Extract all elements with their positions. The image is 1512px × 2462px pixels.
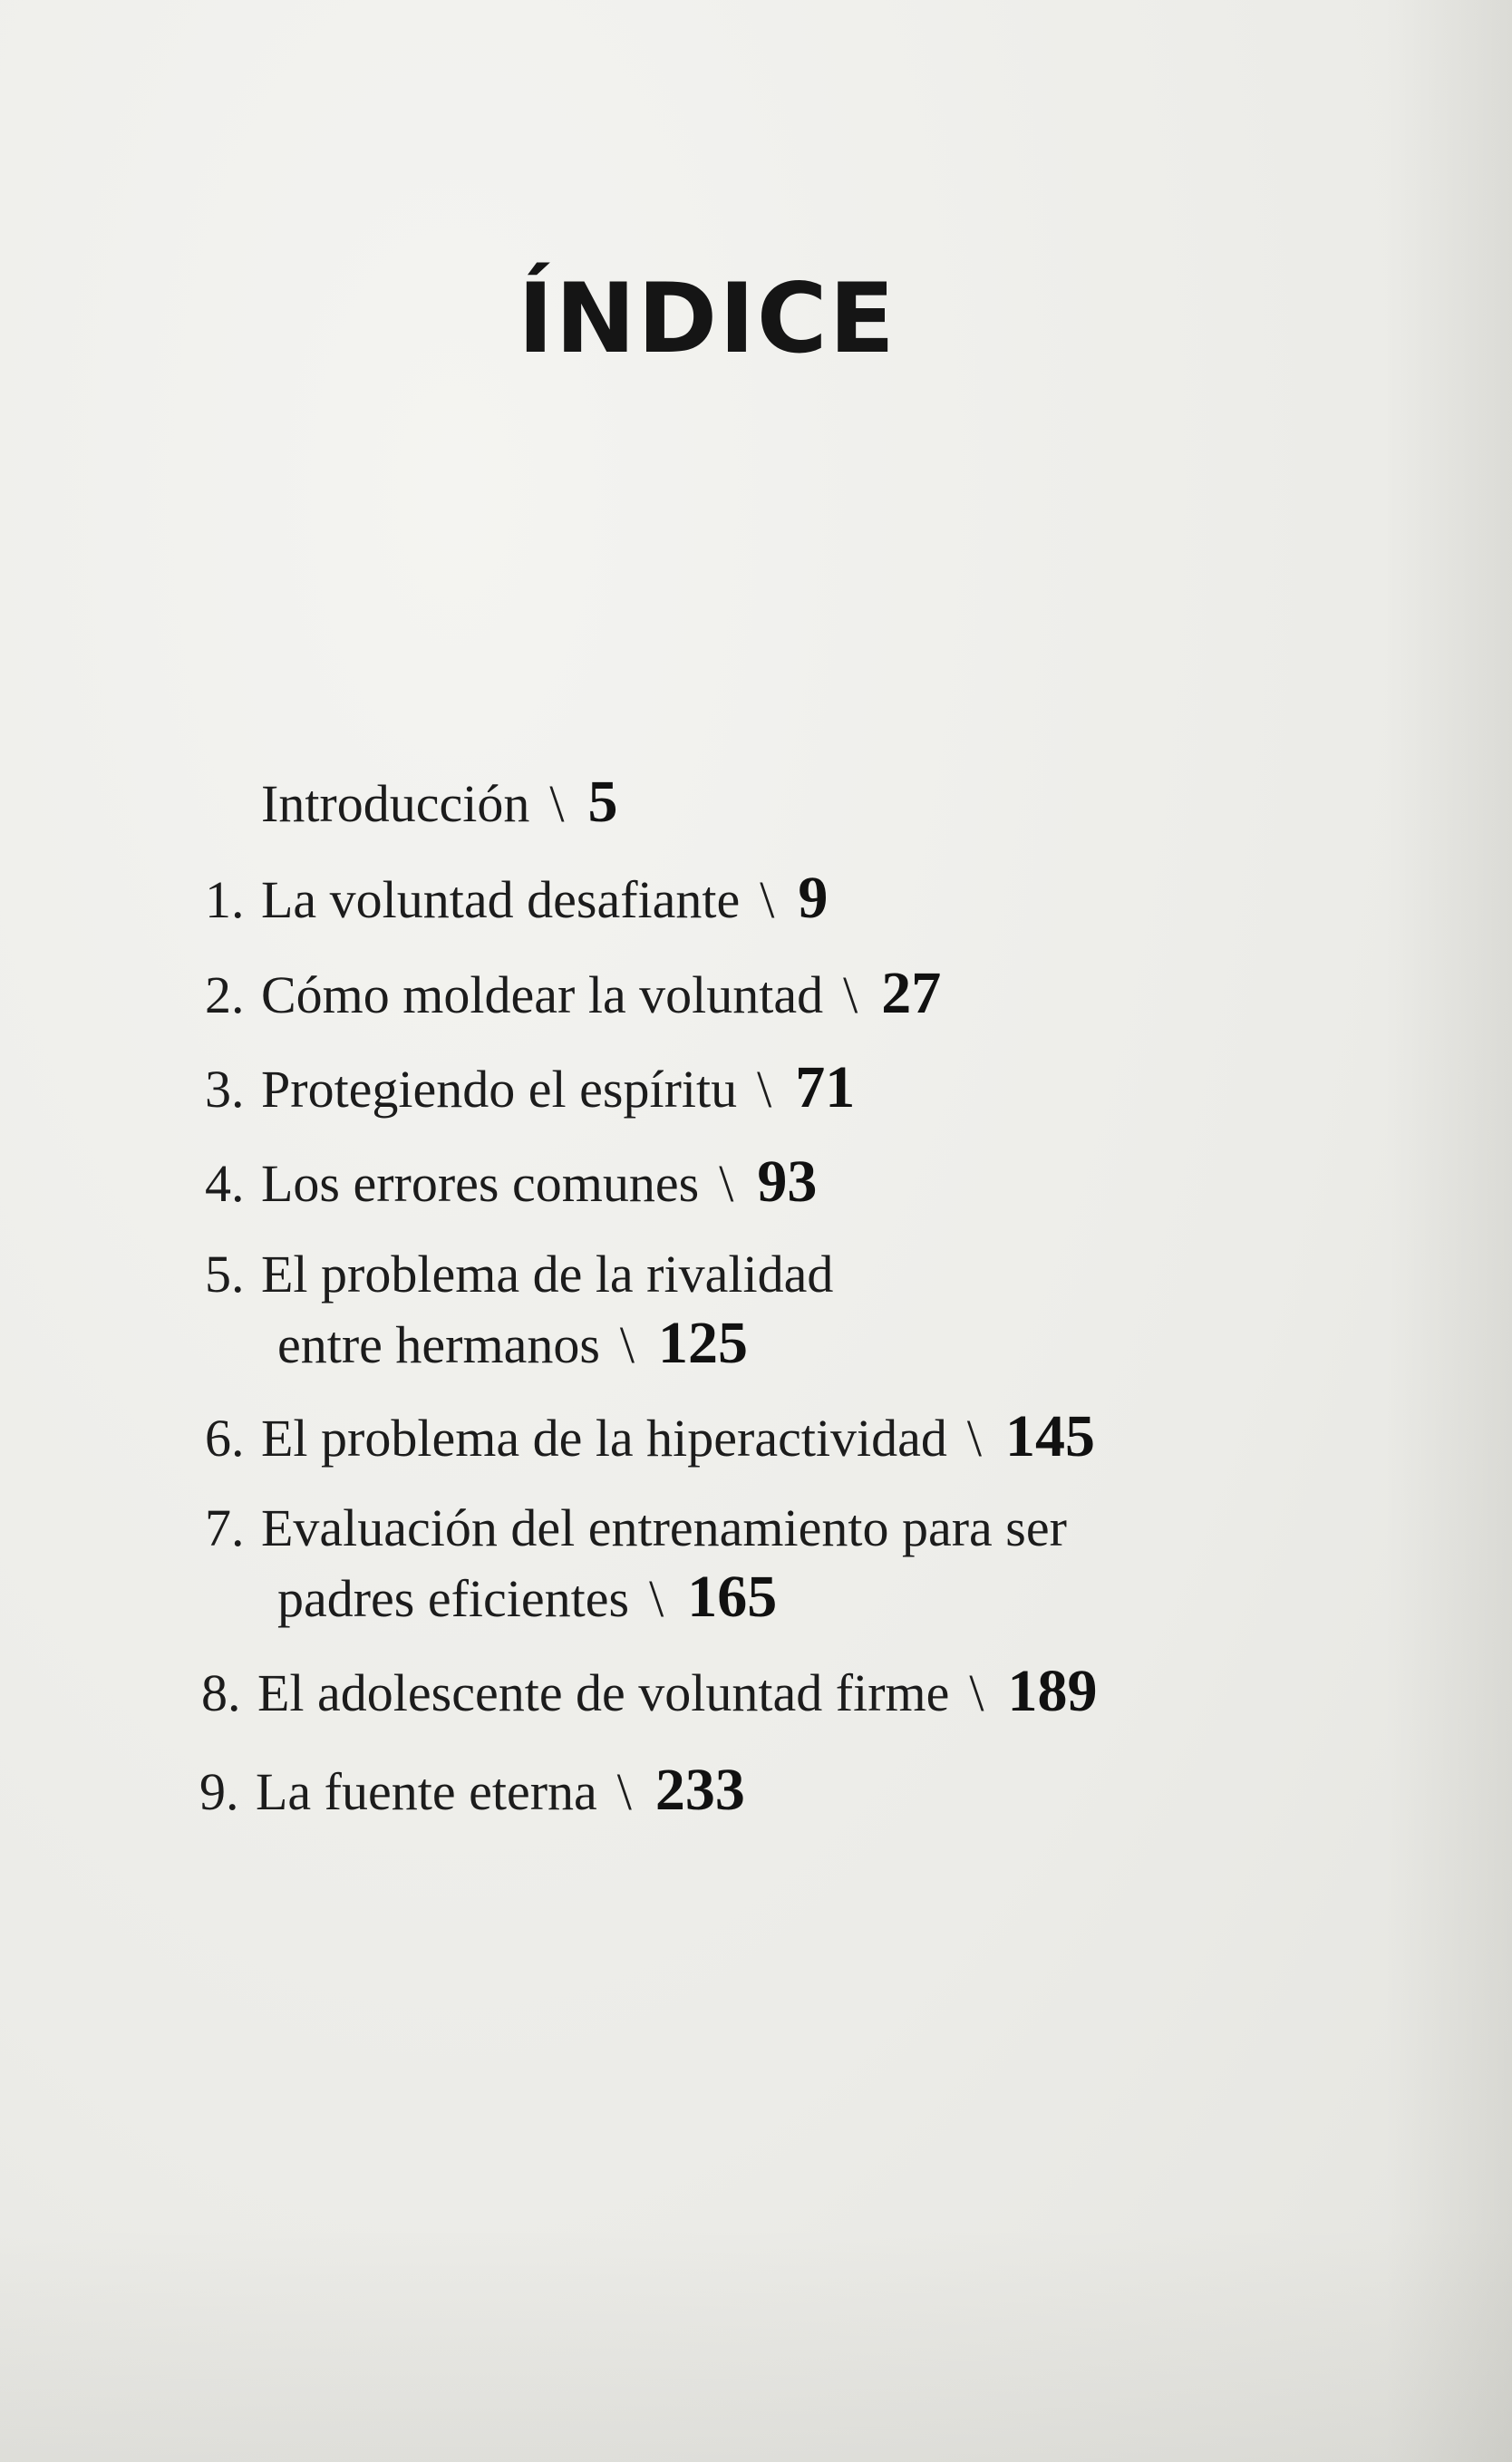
toc-entry-page: 93	[757, 1149, 818, 1215]
toc-entry-number: 5.	[205, 1245, 245, 1304]
toc-entry-chapter-2	[205, 960, 942, 1026]
toc-entry-number: 7.	[205, 1498, 245, 1557]
toc-entry-chapter-7	[205, 1498, 1067, 1630]
toc-entry-number: 9.	[199, 1762, 239, 1821]
page-title: ÍNDICE	[518, 263, 897, 374]
toc-separator: \	[549, 774, 565, 833]
toc-separator: \	[719, 1154, 734, 1213]
toc-entry-title: La fuente eterna	[256, 1762, 597, 1821]
toc-entry-number: 1.	[205, 870, 245, 929]
toc-entry-title: Evaluación del entrenamiento para ser	[261, 1498, 1067, 1557]
toc-entry-page: 125	[658, 1310, 749, 1376]
toc-entry-page: 145	[1005, 1403, 1096, 1469]
toc-entry-title: Introducción	[261, 774, 530, 833]
toc-entry-chapter-3	[205, 1054, 856, 1120]
toc-entry-number: 3.	[205, 1060, 245, 1119]
toc-entry-number: 6.	[205, 1409, 245, 1468]
toc-entry-continuation	[205, 1310, 833, 1376]
toc-entry-chapter-1	[205, 865, 829, 931]
toc-entry-title: El problema de la hiperactividad	[261, 1409, 947, 1468]
toc-entry-page: 27	[881, 960, 942, 1026]
toc-separator: \	[757, 1060, 772, 1119]
toc-entry-title: Cómo moldear la voluntad	[261, 965, 824, 1024]
toc-entry-page: 9	[798, 865, 829, 931]
toc-entry-chapter-4	[205, 1149, 818, 1215]
toc-entry-chapter-5	[205, 1245, 834, 1376]
toc-separator: \	[649, 1569, 664, 1628]
toc-entry-title-cont: padres eficientes	[277, 1569, 630, 1628]
toc-entry-page: 233	[654, 1757, 745, 1823]
toc-entry-number: 2.	[205, 965, 245, 1024]
toc-entry-title-cont: entre hermanos	[277, 1315, 600, 1374]
toc-entry-title: El adolescente de voluntad firme	[257, 1663, 950, 1722]
toc-entry-introduction	[205, 769, 618, 835]
toc-entry-page: 165	[687, 1564, 778, 1630]
toc-entry-title: La voluntad desafiante	[261, 870, 741, 929]
toc-entry-page: 189	[1007, 1658, 1098, 1724]
toc-entry-chapter-6	[205, 1403, 1096, 1469]
toc-separator: \	[616, 1762, 632, 1821]
toc-entry-number: 8.	[201, 1663, 241, 1722]
toc-entry-page: 71	[795, 1054, 856, 1120]
toc-entry-page: 5	[587, 769, 618, 835]
toc-separator: \	[760, 870, 775, 929]
toc-entry-continuation	[205, 1564, 1067, 1630]
toc-entry-chapter-8	[201, 1658, 1098, 1724]
toc-separator: \	[969, 1663, 984, 1722]
toc-entry-chapter-9	[199, 1757, 745, 1823]
toc-entry-number: 4.	[205, 1154, 245, 1213]
toc-separator: \	[619, 1315, 635, 1374]
toc-entry-title: Los errores comunes	[261, 1154, 700, 1213]
toc-entry-title: El problema de la rivalidad	[261, 1245, 834, 1304]
toc-separator: \	[843, 965, 858, 1024]
toc-separator: \	[966, 1409, 983, 1468]
toc-entry-title: Protegiendo el espíritu	[261, 1060, 738, 1119]
